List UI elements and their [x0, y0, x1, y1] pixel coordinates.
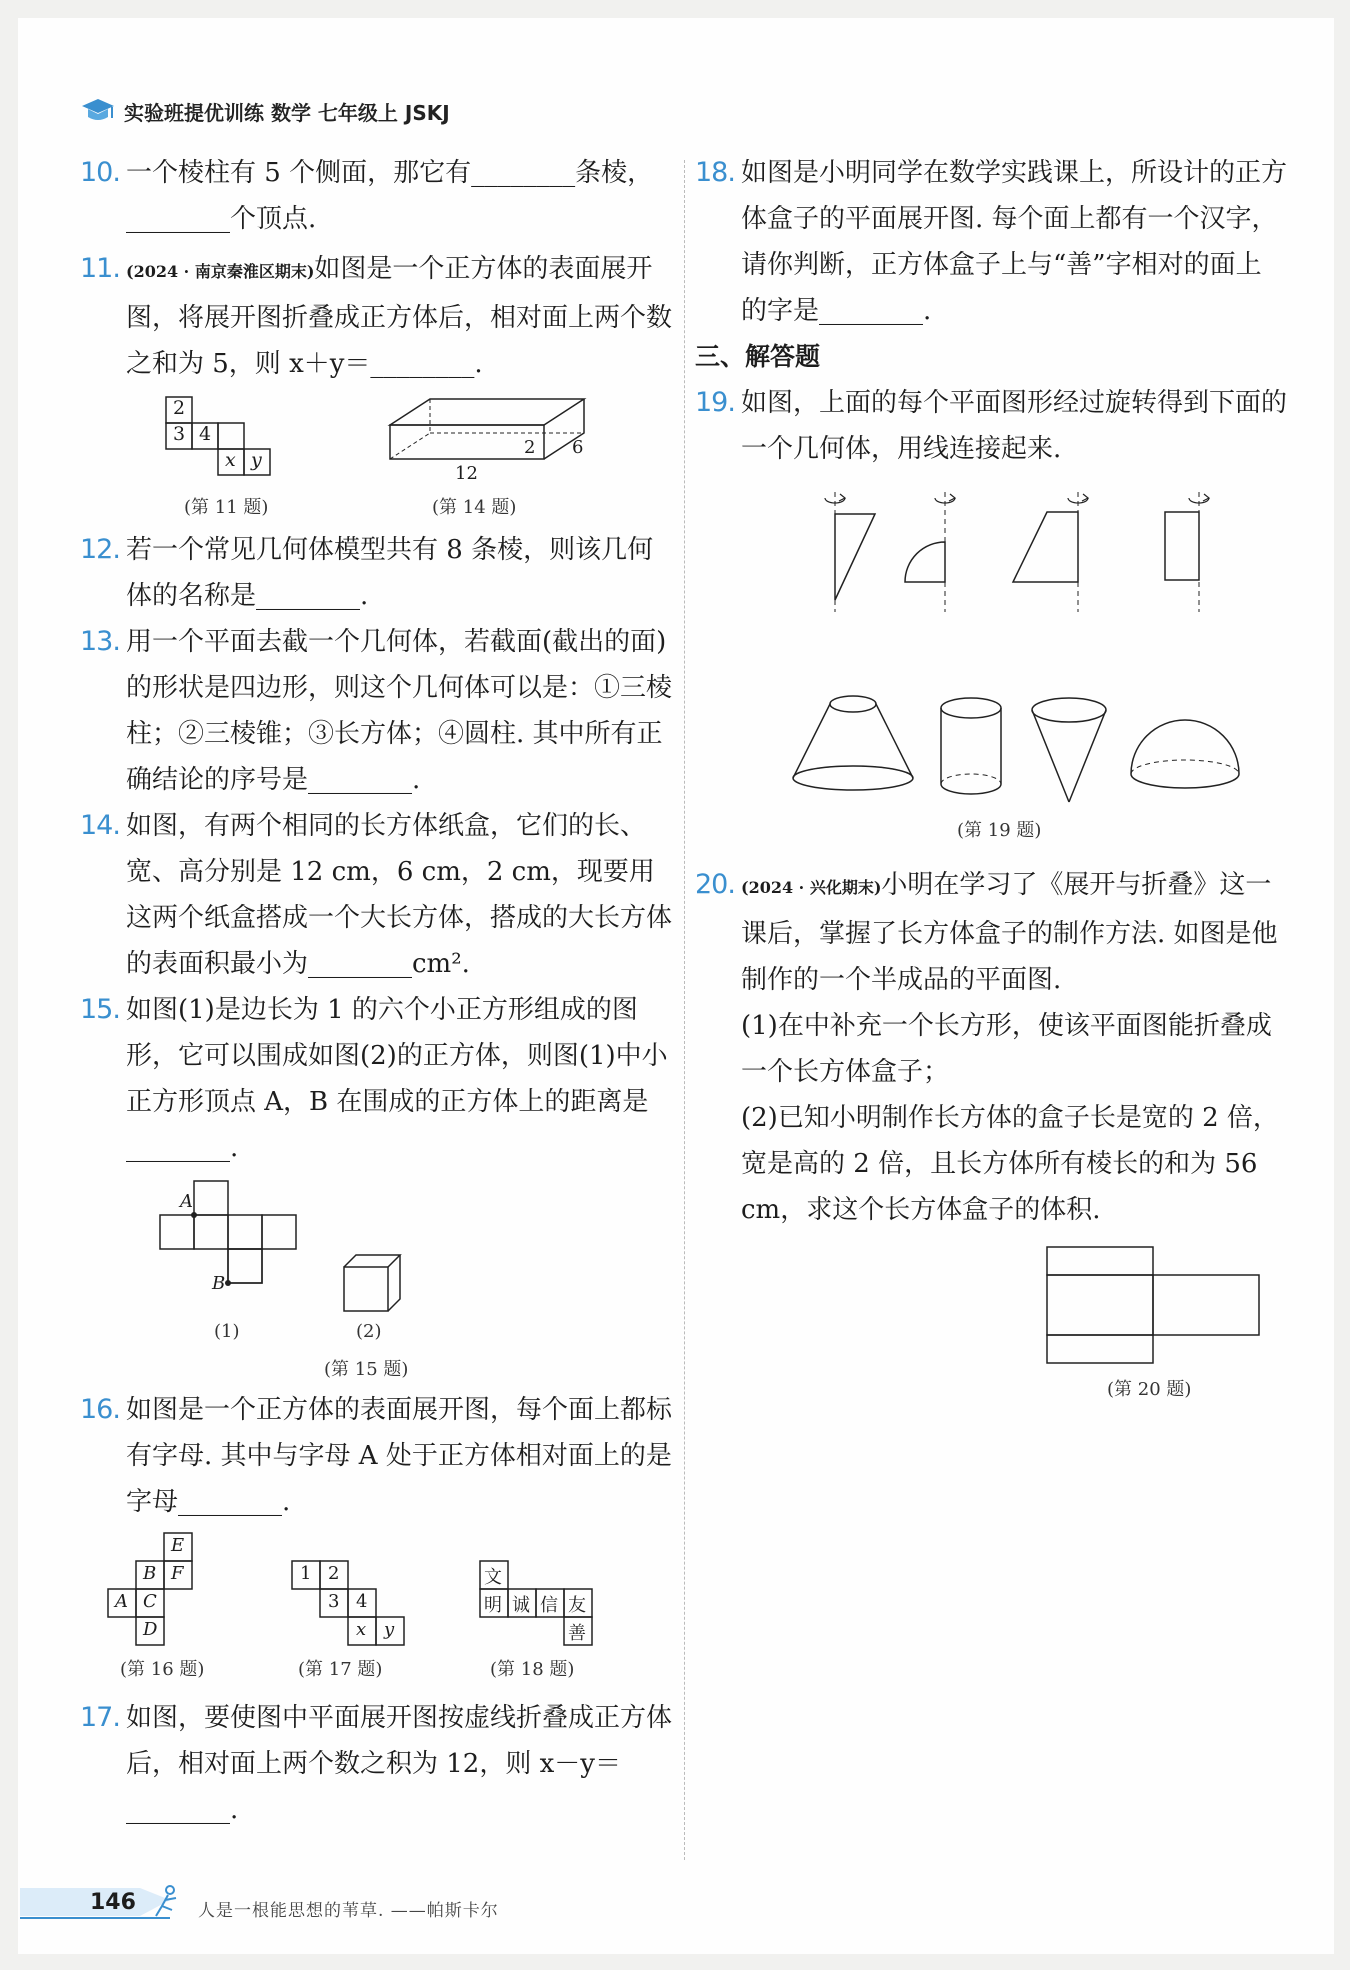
- question-number: 14.: [80, 810, 120, 841]
- fig14-width: 6: [572, 437, 584, 458]
- page-number: 146: [90, 1890, 136, 1915]
- fig18-cell: 善: [568, 1623, 586, 1644]
- fig11-cell: x: [225, 449, 236, 471]
- question-text: 如图，有两个相同的长方体纸盒，它们的长、宽、高分别是 12 cm，6 cm，2 cm，现要用这两个纸盒搭成一个大长方体，搭成的大长方体的表面积最小为________cm².: [126, 811, 673, 979]
- header: [80, 96, 450, 126]
- question-20-part-2: [695, 1095, 1287, 1233]
- question-text: (1)在中补充一个长方形，使该平面图能折叠成一个长方体盒子；: [741, 1011, 1272, 1087]
- fig15-label-a: A: [180, 1191, 193, 1212]
- graduation-cap-icon: [80, 96, 116, 126]
- question-number: 16.: [80, 1394, 120, 1425]
- fig18-cell: 明: [484, 1595, 502, 1616]
- question-number: 10.: [80, 157, 120, 188]
- column-divider: [684, 160, 685, 1860]
- question-20-part-1: [695, 1003, 1287, 1095]
- figure-19-caption: (第 19 题): [957, 820, 1042, 841]
- question-number: 12.: [80, 534, 120, 565]
- left-column: [80, 150, 672, 1833]
- question-18: [695, 150, 1287, 334]
- footer-quote: 人是一根能思想的苇草. ——帕斯卡尔: [198, 1901, 499, 1921]
- fig17-cell: 2: [328, 1563, 340, 1584]
- fig17-cell: x: [356, 1619, 367, 1640]
- question-text: 小明在学习了《展开与折叠》这一课后，掌握了长方体盒子的制作方法. 如图是他制作的一个半成品的平面图.: [741, 870, 1278, 995]
- figure-18-caption: (第 18 题): [490, 1659, 575, 1680]
- figure-11-caption: (第 11 题): [184, 497, 269, 518]
- question-14: [80, 803, 672, 987]
- question-15: [80, 987, 672, 1171]
- question-text: 如图，要使图中平面展开图按虚线折叠成正方体后，相对面上两个数之积为 12，则 x－y＝________.: [126, 1703, 673, 1825]
- figure-16-caption: (第 16 题): [120, 1659, 205, 1680]
- section-title: 三、解答题: [695, 342, 821, 371]
- figure-20: [695, 1239, 1287, 1399]
- question-19: [695, 380, 1287, 472]
- fig16-cell: C: [143, 1591, 157, 1612]
- question-17: [80, 1695, 672, 1833]
- fig18-cell: 文: [484, 1567, 502, 1588]
- figure-11-14: [80, 387, 672, 527]
- question-text: 若一个常见几何体模型共有 8 条棱，则该几何体的名称是________.: [126, 535, 654, 611]
- fig11-cell: 3: [173, 423, 186, 445]
- fig14-length: 12: [455, 463, 478, 484]
- question-text: 用一个平面去截一个几何体，若截面(截出的面)的形状是四边形，则这个几何体可以是：①三棱柱；②三棱锥；③长方体；④圆柱. 其中所有正确结论的序号是________.: [126, 627, 673, 795]
- question-text: 如图，上面的每个平面图形经过旋转得到下面的一个几何体，用线连接起来.: [741, 388, 1288, 464]
- question-20: [695, 862, 1287, 1003]
- running-figure-icon: [146, 1882, 186, 1922]
- question-text: 如图(1)是边长为 1 的六个小正方形组成的图形，它可以围成如图(2)的正方体，则图(1)中小正方形顶点 A，B 在围成的正方体上的距离是________.: [126, 995, 668, 1163]
- fig18-cell: 友: [568, 1595, 586, 1616]
- fig16-cell: B: [143, 1563, 157, 1584]
- question-text: (2)已知小明制作长方体的盒子长是宽的 2 倍，宽是高的 2 倍，且长方体所有棱长的和为 56 cm，求这个长方体盒子的体积.: [741, 1103, 1279, 1225]
- figure-16-17-18: [80, 1525, 672, 1695]
- question-10: [80, 150, 672, 242]
- right-column: [695, 150, 1287, 1399]
- figure-19-drawing: [695, 472, 1287, 832]
- figure-15: [80, 1171, 672, 1387]
- fig16-cell: A: [115, 1591, 128, 1612]
- fig14-height: 2: [524, 437, 536, 458]
- fig16-cell: E: [171, 1535, 185, 1556]
- fig11-cell: y: [251, 449, 262, 471]
- footer: [20, 1880, 1320, 1940]
- question-number: 11.: [80, 253, 120, 284]
- question-13: [80, 619, 672, 803]
- question-source: (2024 · 南京秦淮区期末): [126, 262, 315, 281]
- figure-20-drawing: [695, 1239, 1287, 1369]
- fig11-cell: 2: [173, 397, 186, 419]
- question-text: 一个棱柱有 5 个侧面，那它有________条棱，________个顶点.: [126, 158, 654, 234]
- question-number: 15.: [80, 994, 120, 1025]
- header-series: 实验班提优训练 数学 七年级上 JSKJ: [124, 100, 450, 125]
- question-16: [80, 1387, 672, 1525]
- figure-19: [695, 472, 1287, 862]
- fig18-cell: 诚: [512, 1595, 530, 1616]
- fig17-cell: 3: [328, 1591, 340, 1612]
- question-12: [80, 527, 672, 619]
- question-number: 17.: [80, 1702, 120, 1733]
- fig16-cell: D: [143, 1619, 158, 1640]
- question-text: 如图是一个正方体的表面展开图，每个面上都标有字母. 其中与字母 A 处于正方体相对面上的是字母________.: [126, 1395, 673, 1517]
- question-number: 13.: [80, 626, 120, 657]
- question-text: 如图是小明同学在数学实践课上，所设计的正方体盒子的平面展开图. 每个面上都有一个汉字，请你判断，正方体盒子上与“善”字相对的面上的字是________.: [741, 158, 1288, 326]
- fig17-cell: 1: [300, 1563, 312, 1584]
- fig17-cell: y: [384, 1619, 395, 1640]
- question-number: 20.: [695, 869, 735, 900]
- question-number: 19.: [695, 387, 735, 418]
- figure-15-sub1: (1): [214, 1321, 240, 1342]
- question-source: (2024 · 兴化期末): [741, 878, 882, 897]
- fig15-label-b: B: [212, 1273, 226, 1294]
- figure-14-caption: (第 14 题): [432, 497, 517, 518]
- figure-15-sub2: (2): [356, 1321, 382, 1342]
- fig11-cell: 4: [199, 423, 212, 445]
- figure-20-caption: (第 20 题): [1107, 1379, 1192, 1400]
- question-number: 18.: [695, 157, 735, 188]
- fig16-cell: F: [171, 1563, 184, 1584]
- figure-15-caption: (第 15 题): [324, 1359, 409, 1380]
- fig17-cell: 4: [356, 1591, 368, 1612]
- fig18-cell: 信: [540, 1595, 558, 1616]
- figure-17-caption: (第 17 题): [298, 1659, 383, 1680]
- question-text: 如图是一个正方体的表面展开图，将展开图折叠成正方体后，相对面上两个数之和为 5，则 x＋y＝________.: [126, 254, 673, 379]
- question-11: [80, 246, 672, 387]
